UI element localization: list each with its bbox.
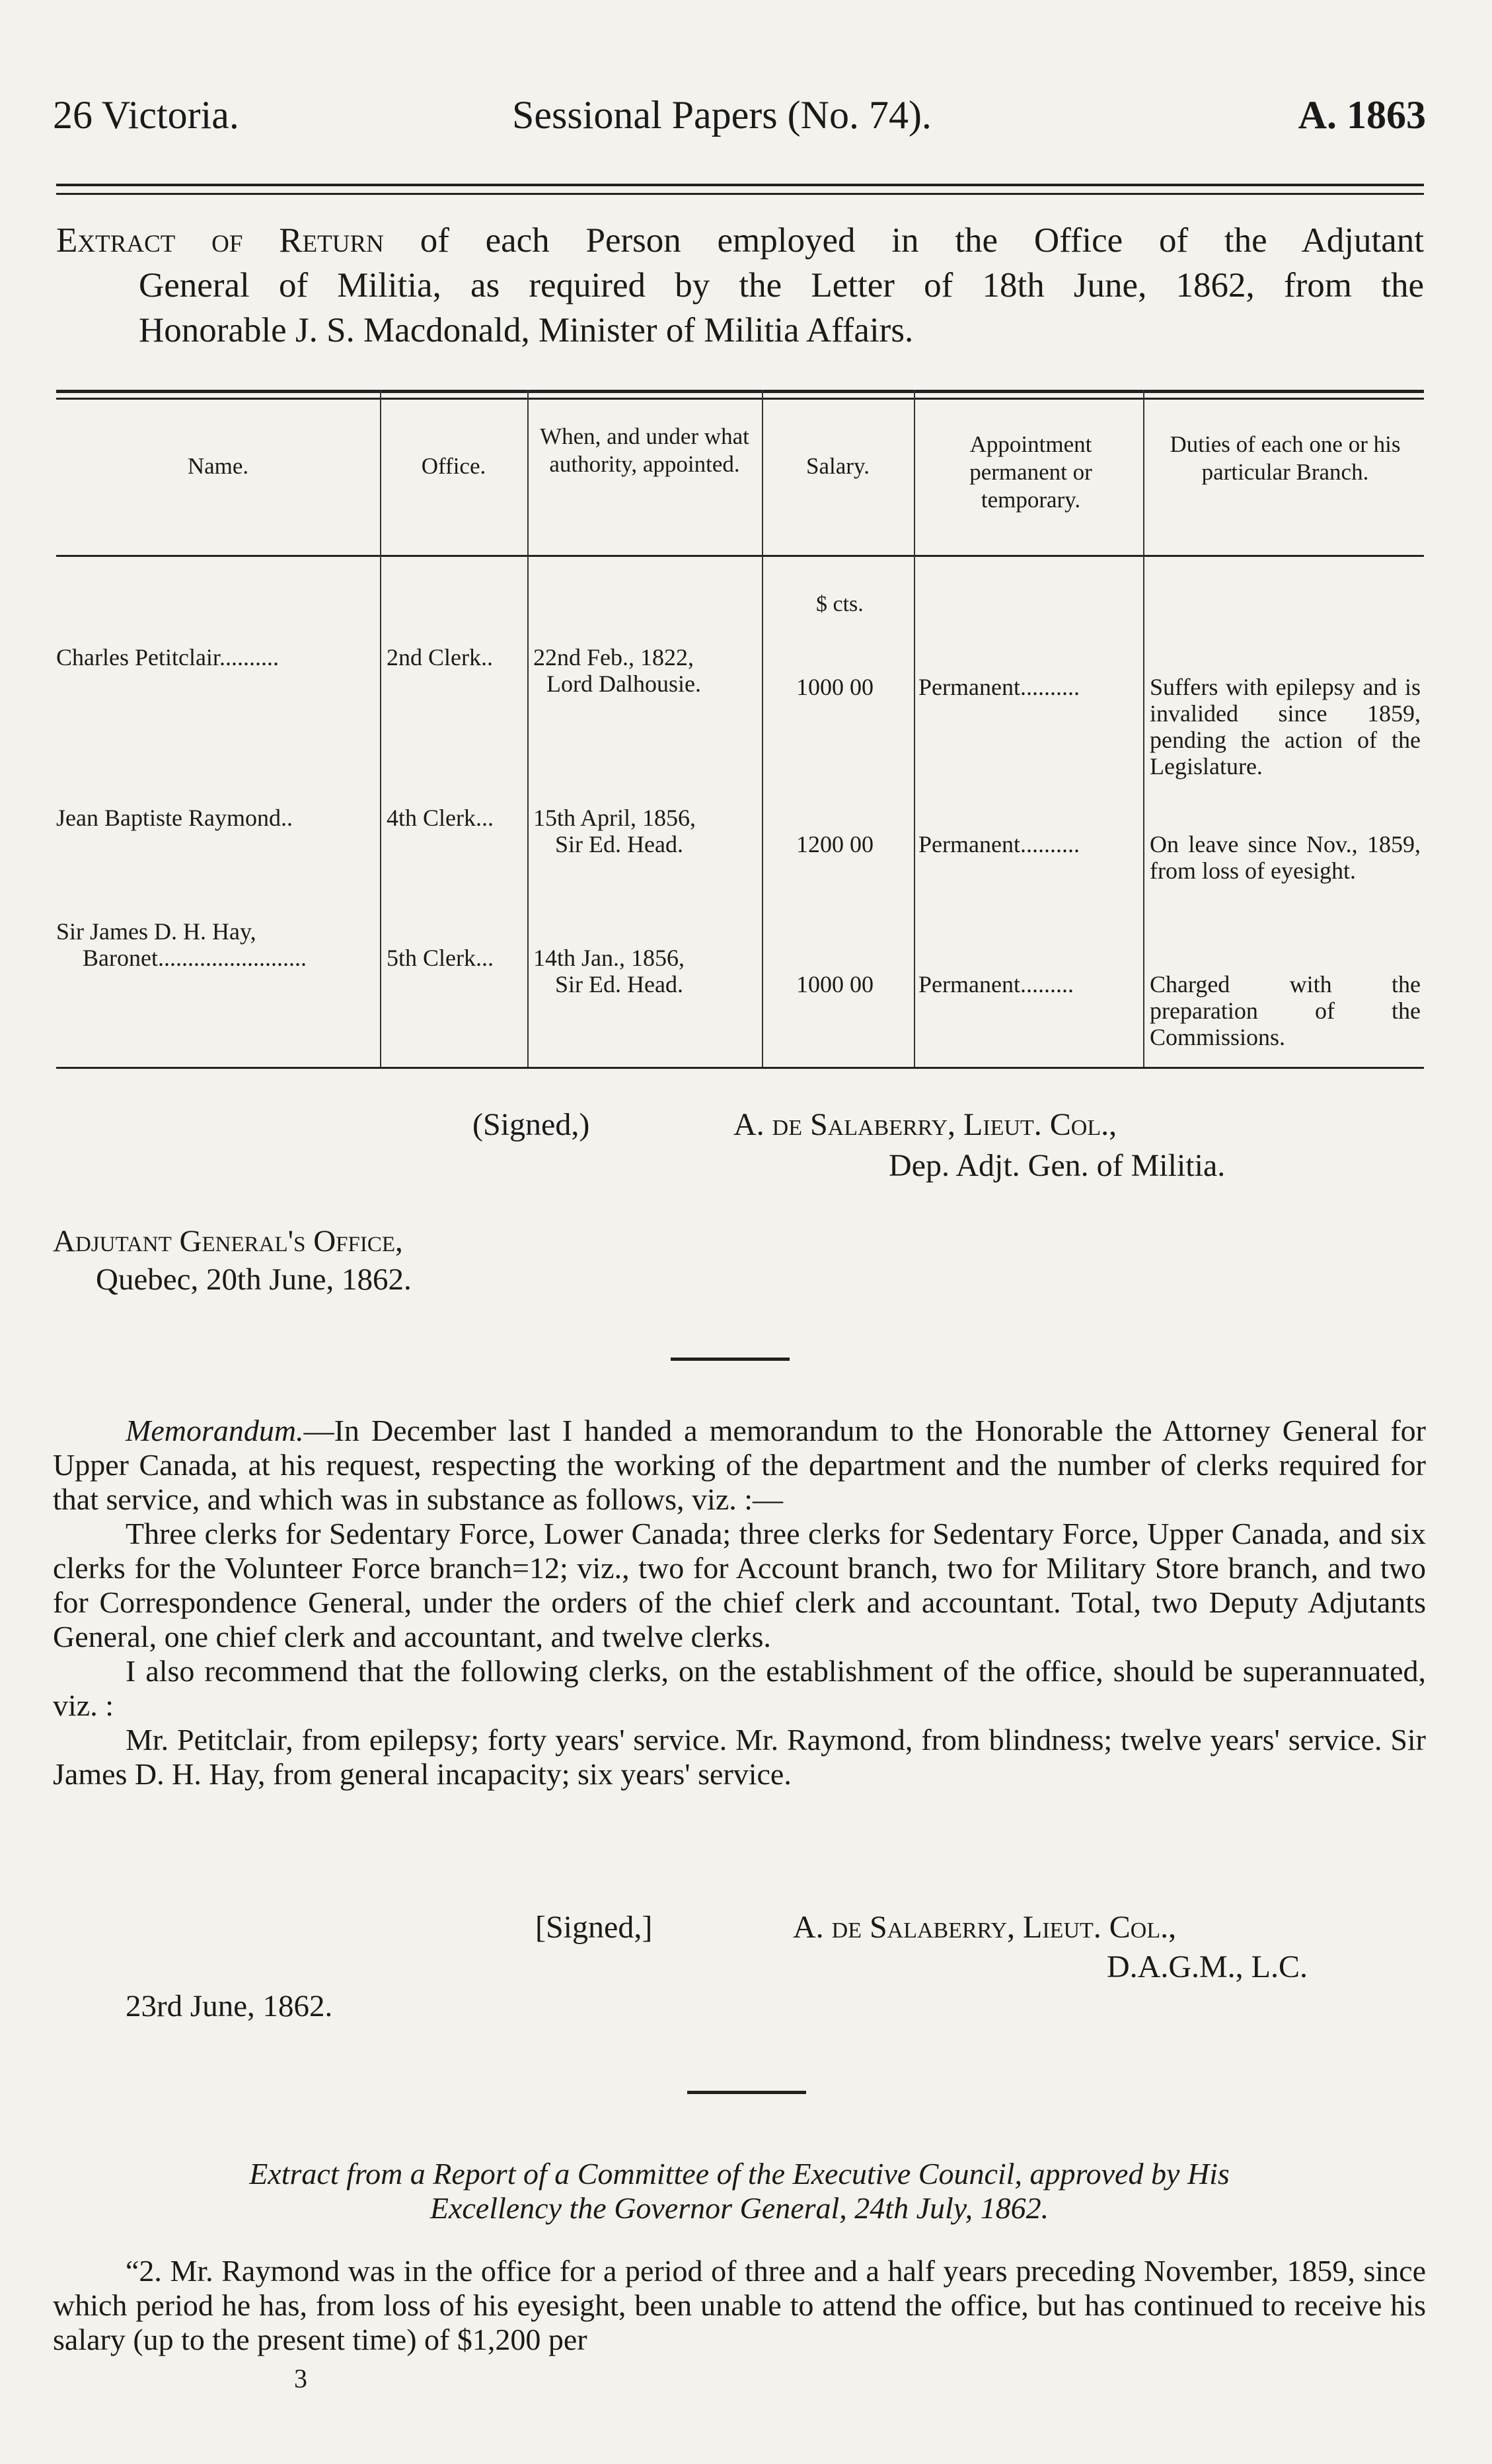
col-divider — [527, 390, 529, 1067]
signature2-signed: [Signed,] — [535, 1910, 653, 1945]
table-rule-top — [56, 390, 1424, 393]
title-lead: Extract of Return — [56, 221, 384, 260]
row2-duties: On leave since Nov., 1859, from loss of eyesight. — [1150, 831, 1421, 884]
header-right: A. 1863 — [1298, 93, 1426, 137]
row1-when-date: 22nd Feb., 1822, — [533, 644, 694, 670]
extract-heading — [53, 2157, 1426, 2226]
office-place-date: Quebec, 20th June, 1862. — [96, 1262, 412, 1297]
page-number: 3 — [294, 2364, 307, 2393]
signature1-title: Dep. Adjt. Gen. of Militia. — [889, 1148, 1226, 1183]
memo-paragraph-2: Three clerks for Sedentary Force, Lower Canada; three clerks for Sedentary Force, Upper Canada, and six clerks for the Volunteer Force branch=12; viz., two for Account branch, two for Military Store branch, and two for Correspondence General, under the orders of the chief clerk and accountant. Total, two Deputy Adjutants General, one chief clerk and accountant, and twelve clerks. — [53, 1517, 1426, 1653]
row3-office: 5th Clerk... — [387, 945, 494, 971]
col-header-salary: Salary. — [806, 453, 870, 479]
col-header-duties: Duties of each one or his particular Branch. — [1170, 431, 1401, 485]
extract-text: “2. Mr. Raymond was in the office for a period of three and a half years preceding November, 1859, since which period he has, from loss of his eyesight, been unable to attend the office, but has continued to receive his salary (up to the present time) of $1,200 per — [53, 2254, 1426, 2356]
signature2-name: A. de Salaberry, Lieut. Col., — [793, 1910, 1177, 1945]
row3-appointment: Permanent......... — [918, 971, 1074, 997]
row3-when-date: 14th Jan., 1856, — [533, 945, 685, 971]
col-header-name: Name. — [187, 453, 249, 479]
col-divider — [762, 390, 763, 1067]
row3-when-authority: Sir Ed. Head. — [555, 971, 683, 997]
col-divider — [380, 390, 381, 1067]
extract-paragraph — [53, 2254, 1426, 2357]
row1-office: 2nd Clerk.. — [387, 644, 493, 670]
extract-heading-line1: Extract from a Report of a Committee of the Executive Council, approved by His — [249, 2157, 1230, 2191]
title-line3: Honorable J. S. Macdonald, Minister of Militia Affairs. — [139, 311, 914, 349]
col-divider — [1143, 390, 1144, 1067]
signature2-title: D.A.G.M., L.C. — [1107, 1949, 1308, 1984]
office-name: Adjutant General's Office, — [53, 1224, 403, 1258]
table-rule-header — [56, 555, 1424, 557]
row2-office: 4th Clerk... — [387, 805, 494, 831]
row2-name: Jean Baptiste Raymond.. — [56, 805, 293, 831]
memo-paragraph-4: Mr. Petitclair, from epilepsy; forty years' service. Mr. Raymond, from blindness; twelve years' service. Sir James D. H. Hay, from general incapacity; six years' service. — [53, 1723, 1426, 1791]
row3-salary: 1000 00 — [796, 971, 874, 997]
row1-duties: Suffers with epilepsy and is invalided since 1859, pending the action of the Legislature. — [1150, 674, 1421, 779]
memo-paragraph-3: I also recommend that the following clerks, on the establishment of the office, should be superannuated, viz. : — [53, 1654, 1426, 1722]
row3-duties: Charged with the preparation of the Commissions. — [1150, 971, 1421, 1050]
row1-name: Charles Petitclair.......... — [56, 644, 279, 670]
section-divider — [671, 1358, 790, 1361]
memo-p1-text: —In December last I handed a memorandum to the Honorable the Attorney General for Upper Canada, at his request, respecting the working of the department and the number of clerks required for that service, and which was in substance as follows, viz. :— — [53, 1414, 1426, 1516]
memorandum — [53, 1414, 1426, 1792]
col-header-appointment: Appointment permanent or temporary. — [969, 431, 1092, 513]
title-line2: General of Militia, as required by the Letter of 18th June, 1862, from the — [139, 266, 1424, 305]
row3-name-line2: Baronet......................... — [83, 945, 307, 971]
header-rule-bottom — [56, 193, 1424, 195]
col-header-office: Office. — [421, 453, 486, 479]
signature2-date: 23rd June, 1862. — [126, 1989, 333, 2023]
header-left: 26 Victoria. — [53, 93, 239, 137]
header-rule-top — [56, 184, 1424, 186]
return-title — [56, 218, 1424, 353]
memo-paragraph-1 — [53, 1414, 1426, 1517]
row2-salary: 1200 00 — [796, 831, 874, 857]
row2-when-date: 15th April, 1856, — [533, 805, 696, 831]
col-header-when: When, and under what authority, appointed. — [540, 423, 749, 477]
section-divider — [687, 2091, 806, 2094]
header-center: Sessional Papers (No. 74). — [512, 93, 932, 137]
col-divider — [914, 390, 915, 1067]
signature1-name: A. de Salaberry, Lieut. Col., — [733, 1107, 1117, 1142]
salary-units: $ cts. — [816, 592, 864, 616]
extract-heading-line2: Excellency the Governor General, 24th July, 1862. — [429, 2191, 1049, 2225]
row2-when-authority: Sir Ed. Head. — [555, 831, 683, 857]
return-table — [56, 390, 1424, 1070]
table-rule-top-2 — [56, 398, 1424, 400]
title-line1: of each Person employed in the Office of the Adjutant — [420, 221, 1424, 260]
memo-lead: Memorandum. — [126, 1414, 304, 1447]
table-rule-bottom — [56, 1067, 1424, 1069]
row3-name-line1: Sir James D. H. Hay, — [56, 918, 256, 945]
row1-salary: 1000 00 — [796, 674, 874, 700]
signature1-signed: (Signed,) — [472, 1107, 590, 1142]
row2-appointment: Permanent.......... — [918, 831, 1080, 857]
row1-when-authority: Lord Dalhousie. — [546, 670, 701, 697]
row1-appointment: Permanent.......... — [918, 674, 1080, 700]
